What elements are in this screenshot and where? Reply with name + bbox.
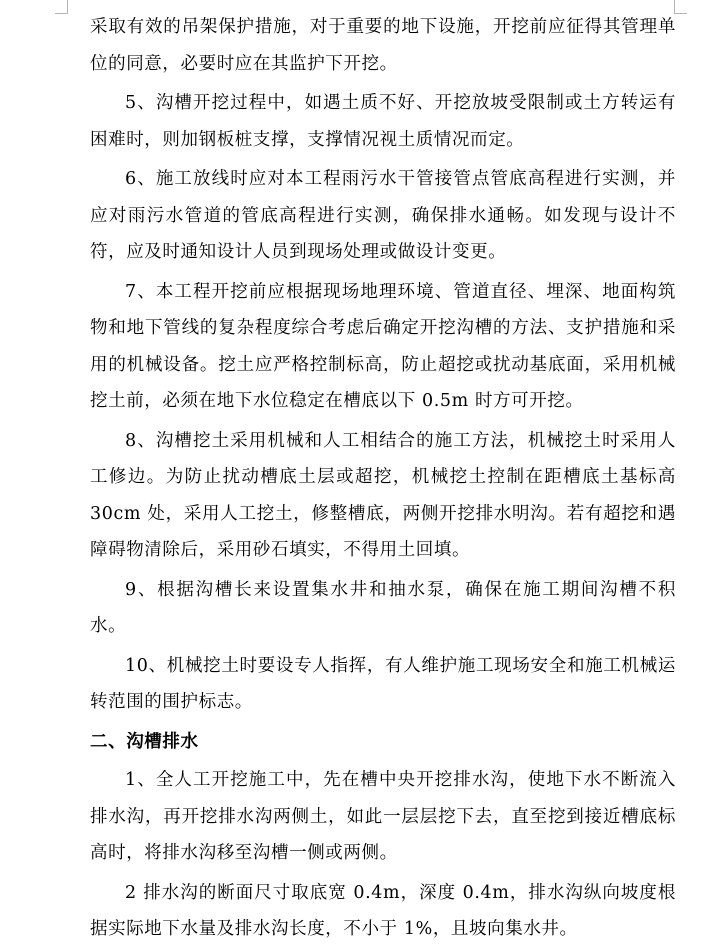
- paragraph-drainage-1: 1、全人工开挖施工中，先在槽中央开挖排水沟，使地下水不断流入排水沟，再开挖排水沟两侧土，如此一层层挖下去，直至挖到接近槽底标高时，将排水沟移至沟槽一侧或两侧。: [90, 770, 676, 863]
- document-body: [90, 9, 676, 951]
- paragraph-continuation: 采取有效的吊架保护措施，对于重要的地下设施，开挖前应征得其管理单位的同意，必要时应在其监护下开挖。: [90, 17, 676, 74]
- paragraph-drainage-2: 2 排水沟的断面尺寸取底宽 0.4m，深度 0.4m，排水沟纵向坡度根据实际地下水量及排水沟长度，不小于 1%，且坡向集水井。: [90, 882, 676, 939]
- section-heading: 二、沟槽排水: [90, 731, 199, 752]
- paragraph-item-5: 5、沟槽开挖过程中，如遇土质不好、开挖放坡受限制或土方转运有困难时，则加钢板桩支撑，支撑情况视土质情况而定。: [90, 93, 676, 150]
- margin-marker-left: [67, 0, 68, 13]
- paragraph-item-10: 10、机械挖土时要设专人指挥，有人维护施工现场安全和施工机械运转范围的围护标志。: [90, 655, 676, 712]
- paragraph-item-7: 7、本工程开挖前应根据现场地理环境、管道直径、埋深、地面构筑物和地下管线的复杂程度综合考虑后确定开挖沟槽的方法、支护措施和采用的机械设备。挖土应严格控制标高，防止超挖或扰动基底面，采用机械挖土前，必须在地下水位稳定在槽底以下 0.5m 时方可开挖。: [90, 281, 676, 411]
- paragraph-item-9: 9、根据沟槽长来设置集水井和抽水泵，确保在施工期间沟槽不积水。: [90, 579, 676, 636]
- paragraph-item-8: 8、沟槽挖土采用机械和人工相结合的施工方法，机械挖土时采用人工修边。为防止扰动槽底土层或超挖，机械挖土控制在距槽底土基标高30cm 处，采用人工挖土，修整槽底，两侧开挖排水明沟。若有超挖和遇障碍物清除后，采用砂石填实，不得用土回填。: [90, 430, 676, 560]
- paragraph-item-6: 6、施工放线时应对本工程雨污水干管接管点管底高程进行实测，并应对雨污水管道的管底高程进行实测，确保排水通畅。如发现与设计不符，应及时通知设计人员到现场处理或做设计变更。: [90, 169, 676, 262]
- margin-marker-left-horizontal: [55, 13, 68, 14]
